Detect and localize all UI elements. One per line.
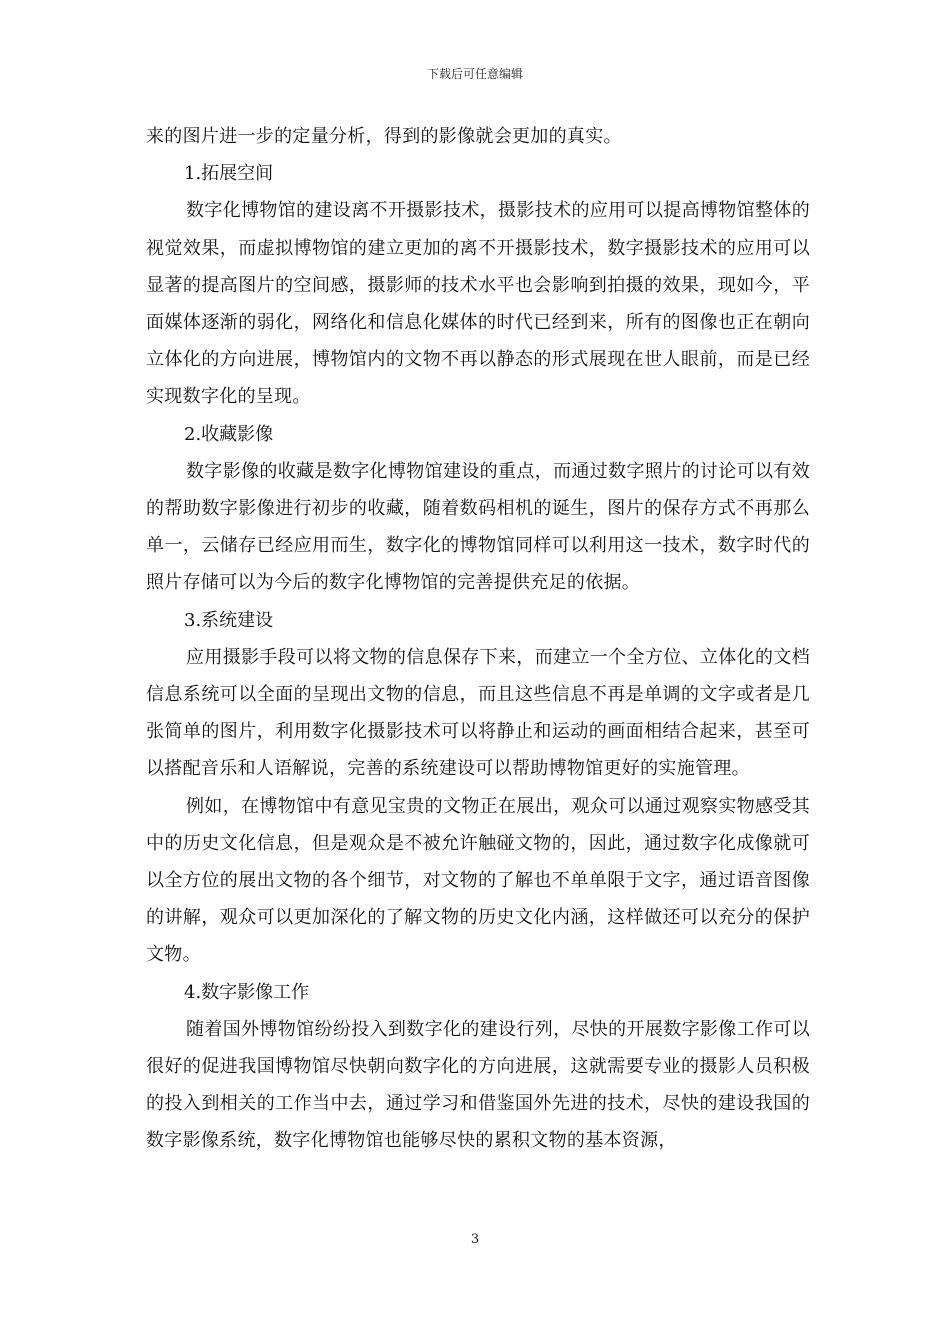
paragraph-continuation: 来的图片进一步的定量分析，得到的影像就会更加的真实。 [146,126,622,147]
paragraph-expand-space: 数字化博物馆的建设离不开摄影技术，摄影技术的应用可以提高博物馆整体的视觉效果，而虚拟博物馆的建立更加的离不开摄影技术，数字摄影技术的应用可以显著的提高图片的空间感，摄影师的技术水平也会影响到拍摄的效果，现如今，平面媒体逐渐的弱化，网络化和信息化媒体的时代已经到来，所有的图像也正在朝向立体化的方向进展，博物馆内的文物不再以静态的形式展现在世人眼前，而是已经实现数字化的呈现。 [146,200,810,408]
page-header: 下载后可任意编辑 [426,67,523,81]
paragraph-system-build: 应用摄影手段可以将文物的信息保存下来，而建立一个全方位、立体化的文档信息系统可以全面的呈现出文物的信息，而且这些信息不再是单调的文字或者是几张简单的图片，利用数字化摄影技术可以将静止和运动的画面相结合起来，甚至可以搭配音乐和人语解说，完善的系统建设可以帮助博物馆更好的实施管理。 [146,646,810,780]
body-text [146,118,810,1160]
section-heading-3: 3.系统建设 [184,609,274,631]
section-heading-1: 1.拓展空间 [184,163,274,185]
paragraph-collect-images: 数字影像的收藏是数字化博物馆建设的重点，而通过数字照片的讨论可以有效的帮助数字影像进行初步的收藏，随着数码相机的诞生，图片的保存方式不再那么单一，云储存已经应用而生，数字化的博物馆同样可以利用这一技术，数字时代的照片存储可以为今后的数字化博物馆的完善提供充足的依据。 [146,460,810,594]
section-heading-4: 4.数字影像工作 [184,981,310,1003]
section-heading-2: 2.收藏影像 [184,423,274,445]
paragraph-example: 例如，在博物馆中有意见宝贵的文物正在展出，观众可以通过观察实物感受其中的历史文化信息，但是观众是不被允许触碰文物的，因此，通过数字化成像就可以全方位的展出文物的各个细节，对文物的了解也不单单限于文字，通过语音图像的讲解，观众可以更加深化的了解文物的历史文化内涵，这样做还可以充分的保护文物。 [146,795,810,966]
paragraph-digital-imaging-work: 随着国外博物馆纷纷投入到数字化的建设行列，尽快的开展数字影像工作可以很好的促进我国博物馆尽快朝向数字化的方向进展，这就需要专业的摄影人员积极的投入到相关的工作当中去，通过学习和借鉴国外先进的技术，尽快的建设我国的数字影像系统，数字化博物馆也能够尽快的累积文物的基本资源， [146,1018,810,1152]
page-number: 3 [470,1232,480,1247]
